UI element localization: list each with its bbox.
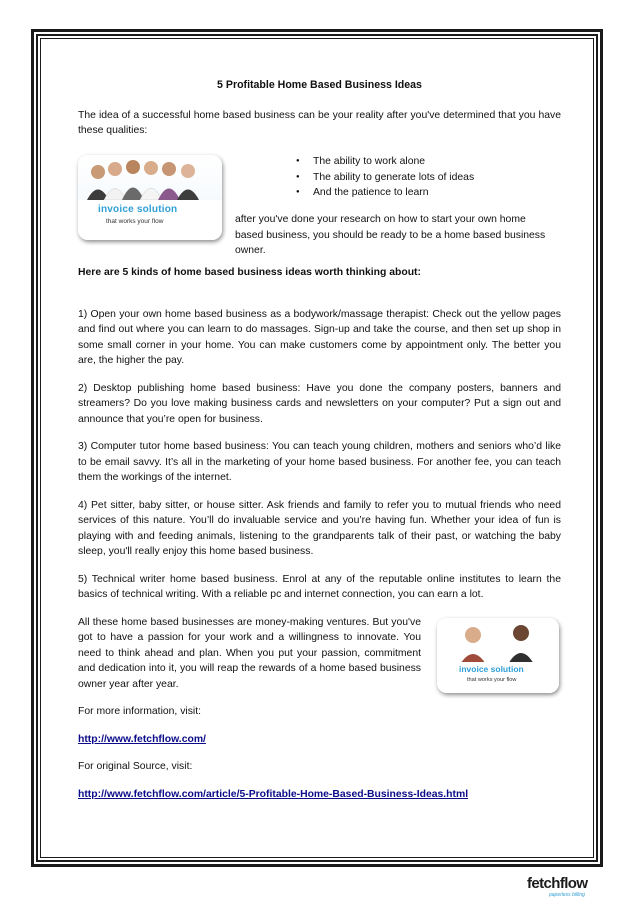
after-research-paragraph: after you've done your research on how to start your own home based business, you should be ready to be a home based business owner.: [235, 214, 546, 256]
list-item: ● And the patience to learn: [296, 185, 474, 201]
main-article-section: [78, 265, 561, 814]
fetchflow-logo: [527, 876, 599, 900]
idea-paragraph: 5) Technical writer home based business. Enrol at any of the reputable online institutes to learn the basics of technical writing. With a reliable pc and internet connection, you can earn a lot.: [78, 573, 561, 600]
logo-brand-text: fetchflow: [527, 875, 588, 892]
closing-paragraph: All these home based businesses are money-making ventures. But you've got to have a passion for your work and a willingness to innovate. You need to think ahead and plan. When you put your passion, commitment and dedication into it, you will reap the rewards of a home based business owner year after year.: [78, 616, 421, 690]
banner-brand-text: invoice solution: [459, 664, 524, 674]
document-body: [78, 78, 561, 800]
idea-paragraph: 3) Computer tutor home based business: You can teach young children, mothers and seniors who’d like to be email savvy. It’s all in the marketing of your home based business. For another fee, you can teach them the workings of the internet.: [78, 441, 561, 483]
logo-tagline-text: paperless billing: [549, 892, 585, 898]
ideas-heading: Here are 5 kinds of home based business ideas worth thinking about:: [78, 267, 421, 278]
source-label: For original Source, visit:: [78, 761, 193, 772]
original-source-link[interactable]: http://www.fetchflow.com/article/5-Profitable-Home-Based-Business-Ideas.html: [78, 788, 469, 800]
banner-tagline-text: that works your flow: [467, 677, 517, 683]
list-item: ● The ability to generate lots of ideas: [296, 170, 474, 186]
idea-paragraph: 4) Pet sitter, baby sitter, or house sitter. Ask friends and family to refer you to mutual friends who need services of this nature. You’ll do invaluable service and you’re having fun. Whether your idea of fun is playing with and feeding animals, listening to the grandparents talk of their past, or watching the baby sleep, you'll really enjoy this home based business.: [78, 499, 561, 557]
invoice-solution-couple-image: [437, 618, 559, 693]
qualities-list: [296, 154, 474, 201]
invoice-solution-banner-image: [78, 155, 222, 240]
fetchflow-home-link[interactable]: http://www.fetchflow.com/: [78, 733, 206, 745]
list-item: ● The ability to work alone: [296, 154, 474, 170]
idea-paragraph: 1) Open your own home based business as a bodywork/massage therapist: Check out the yellow pages and find out where you can learn to do massages. Sign-up and take the course, and then set up shop in some small corner in your home. You can make customers come by appointment only. The better you are, the higher the pay.: [78, 308, 561, 366]
banner-brand-text: invoice solution: [98, 204, 178, 215]
page-title: 5 Profitable Home Based Business Ideas: [217, 79, 422, 91]
intro-paragraph: The idea of a successful home based business can be your reality after you've determined that you have these qualities:: [78, 109, 561, 136]
idea-paragraph: 2) Desktop publishing home based business: Have you done the company posters, banners and streamers? Do you love making business cards and newsletters on your computer? Put a sign out and announce that you’re open for business.: [78, 382, 561, 425]
banner-tagline-text: that works your flow: [106, 218, 164, 225]
more-info-label: For more information, visit:: [78, 706, 201, 717]
